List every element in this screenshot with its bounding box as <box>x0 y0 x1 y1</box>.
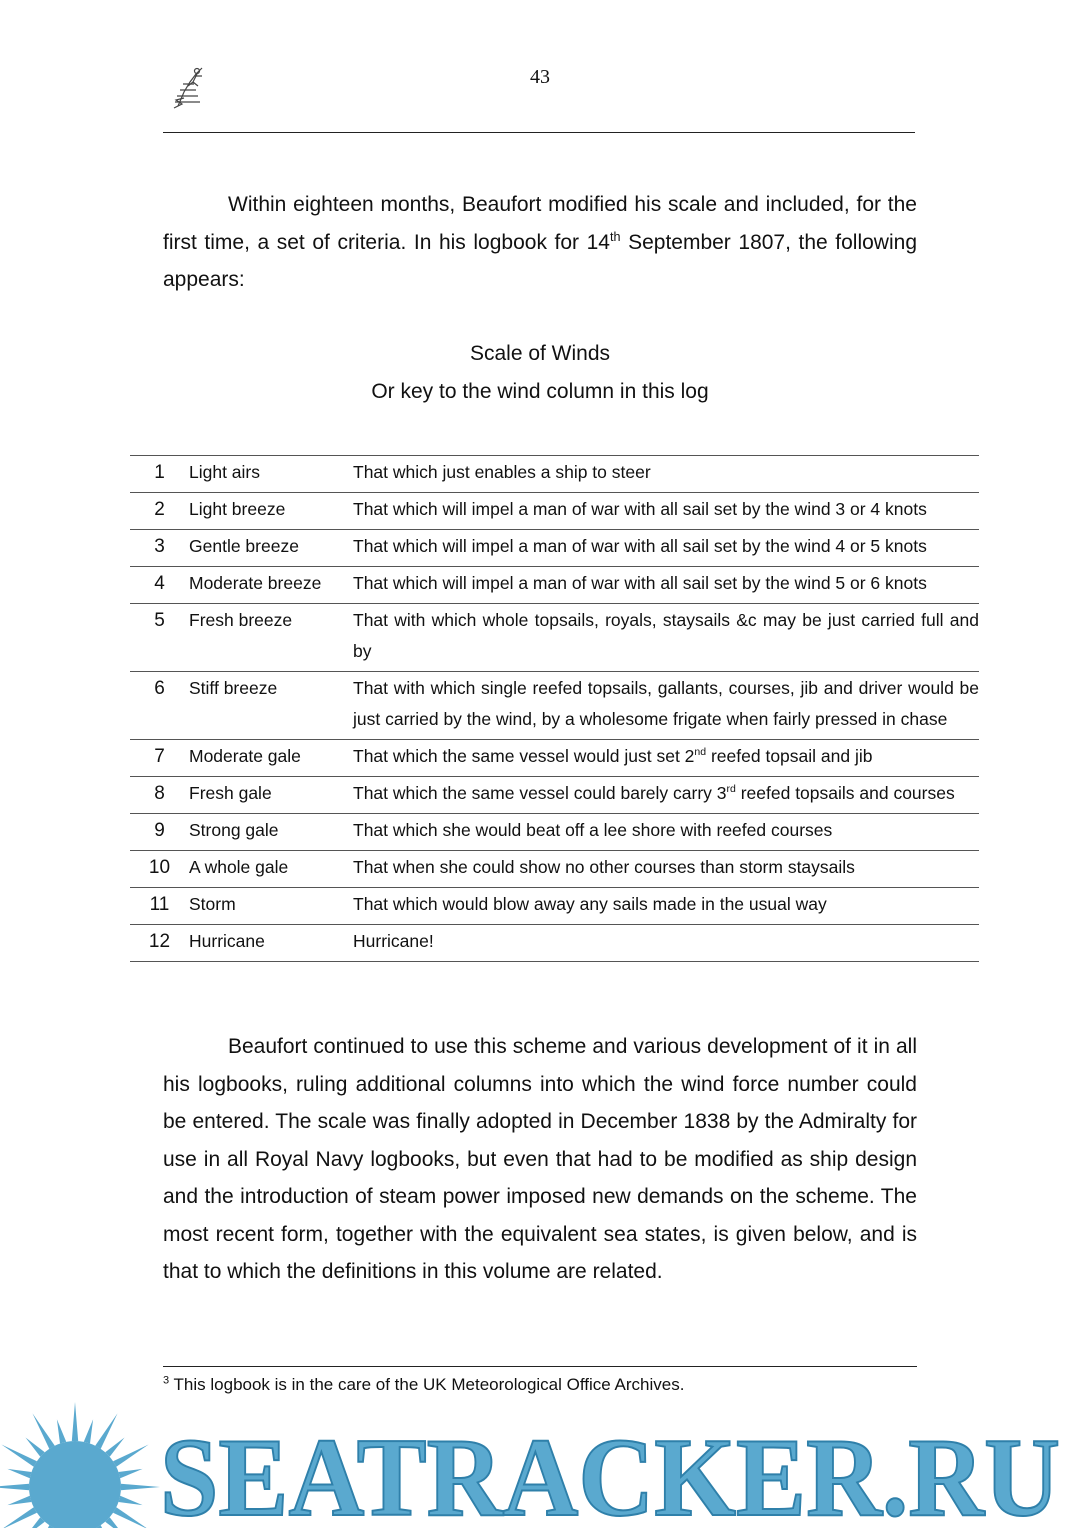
sun-ray <box>119 1469 143 1478</box>
force-number: 6 <box>130 672 189 740</box>
sun-ray <box>72 1402 78 1441</box>
table-row <box>130 530 979 567</box>
force-number: 4 <box>130 567 189 604</box>
wind-description: That which the same vessel would just set 2nd reefed topsail and jib <box>353 740 979 777</box>
sun-ray <box>33 1413 55 1449</box>
force-number: 5 <box>130 604 189 672</box>
sun-ray <box>0 1484 29 1490</box>
sun-ray <box>84 1419 93 1443</box>
wind-description: That with which single reefed topsails, gallants, courses, jib and driver would be just carried by the wind, by a wholesome frigate when fairly pressed in chase <box>353 672 979 740</box>
scale-subtitle: Or key to the wind column in this log <box>371 380 709 403</box>
force-number: 10 <box>130 851 189 888</box>
force-number: 7 <box>130 740 189 777</box>
wind-description: That which just enables a ship to steer <box>353 456 979 493</box>
wind-name: Stiff breeze <box>189 672 353 740</box>
sun-ray <box>1 1507 37 1528</box>
intro-paragraph: Within eighteen months, Beaufort modified his scale and included, for the first time, a set of criteria. In his logbook for 14th September 1807, the following appears: <box>163 193 918 291</box>
sun-ray <box>113 1507 149 1528</box>
force-number: 12 <box>130 925 189 962</box>
sun-ray <box>57 1419 66 1443</box>
table-row <box>130 814 979 851</box>
sun-ray <box>119 1496 143 1505</box>
sun-ray <box>105 1438 124 1457</box>
table-row <box>130 604 979 672</box>
wind-description: That which will impel a man of war with all sail set by the wind 4 or 5 knots <box>353 530 979 567</box>
force-number: 9 <box>130 814 189 851</box>
force-number: 2 <box>130 493 189 530</box>
wind-description: Hurricane! <box>353 925 979 962</box>
sun-ray <box>26 1438 45 1457</box>
wind-description: That when she could show no other courses than storm staysails <box>353 851 979 888</box>
wind-description: That which will impel a man of war with all sail set by the wind 3 or 4 knots <box>353 493 979 530</box>
wind-description: That which will impel a man of war with all sail set by the wind 5 or 6 knots <box>353 567 979 604</box>
sun-ray <box>105 1517 124 1528</box>
wind-description: That which would blow away any sails made in the usual way <box>353 888 979 925</box>
wind-name: Moderate gale <box>189 740 353 777</box>
wind-name: Light airs <box>189 456 353 493</box>
sun-ray <box>121 1484 160 1490</box>
footnote: $^3$ This logbook is in the care of the UK Meteorological Office Archives. <box>163 1374 685 1394</box>
table-row <box>130 456 979 493</box>
wind-name: A whole gale <box>189 851 353 888</box>
wind-name: Strong gale <box>189 814 353 851</box>
table-row <box>130 851 979 888</box>
force-number: 3 <box>130 530 189 567</box>
wind-name: Fresh breeze <box>189 604 353 672</box>
sun-ray <box>7 1496 31 1505</box>
sun-ray <box>1 1445 37 1467</box>
page-number: 43 <box>530 66 550 88</box>
table-row <box>130 777 979 814</box>
wind-description: That which the same vessel could barely carry 3rd reefed topsails and courses <box>353 777 979 814</box>
sun-ray <box>113 1445 149 1467</box>
sun-ray <box>26 1517 45 1528</box>
table-row <box>130 888 979 925</box>
force-number: 8 <box>130 777 189 814</box>
force-number: 1 <box>130 456 189 493</box>
sun-rays-icon <box>0 1402 160 1528</box>
scale-title: Scale of Winds <box>469 342 611 365</box>
wind-description: That with which whole topsails, royals, staysails &c may be just carried full and by <box>353 604 979 672</box>
wind-name: Hurricane <box>189 925 353 962</box>
table-row <box>130 925 979 962</box>
table-row <box>130 493 979 530</box>
wind-description: That which she would beat off a lee shore with reefed courses <box>353 814 979 851</box>
force-number: 11 <box>130 888 189 925</box>
watermark-text: SEATRACKER.RU <box>160 1416 1060 1528</box>
wind-name: Moderate breeze <box>189 567 353 604</box>
table-row <box>130 672 979 740</box>
header-rule <box>163 132 915 133</box>
wind-name: Light breeze <box>189 493 353 530</box>
table-row <box>130 567 979 604</box>
wind-name: Storm <box>189 888 353 925</box>
wind-name: Fresh gale <box>189 777 353 814</box>
sun-ray <box>7 1469 31 1478</box>
table-row <box>130 740 979 777</box>
wind-scale-table <box>130 455 979 962</box>
sun-ray <box>95 1413 117 1449</box>
wind-name: Gentle breeze <box>189 530 353 567</box>
continuation-paragraph: Beaufort continued to use this scheme and various development of it in all his logbooks, ruling additional columns into which the wind force number could be entered. The scale was finally adopted in December 1838 by the Admiralty for use in all Royal Navy logbooks, but even that had to be modified as ship design and the introduction of steam power imposed new demands on the scheme. The most recent form, together with the equivalent sea states, is given below, and is that to which the definitions in this volume are related. <box>163 1035 917 1283</box>
watermark <box>0 1365 1080 1528</box>
